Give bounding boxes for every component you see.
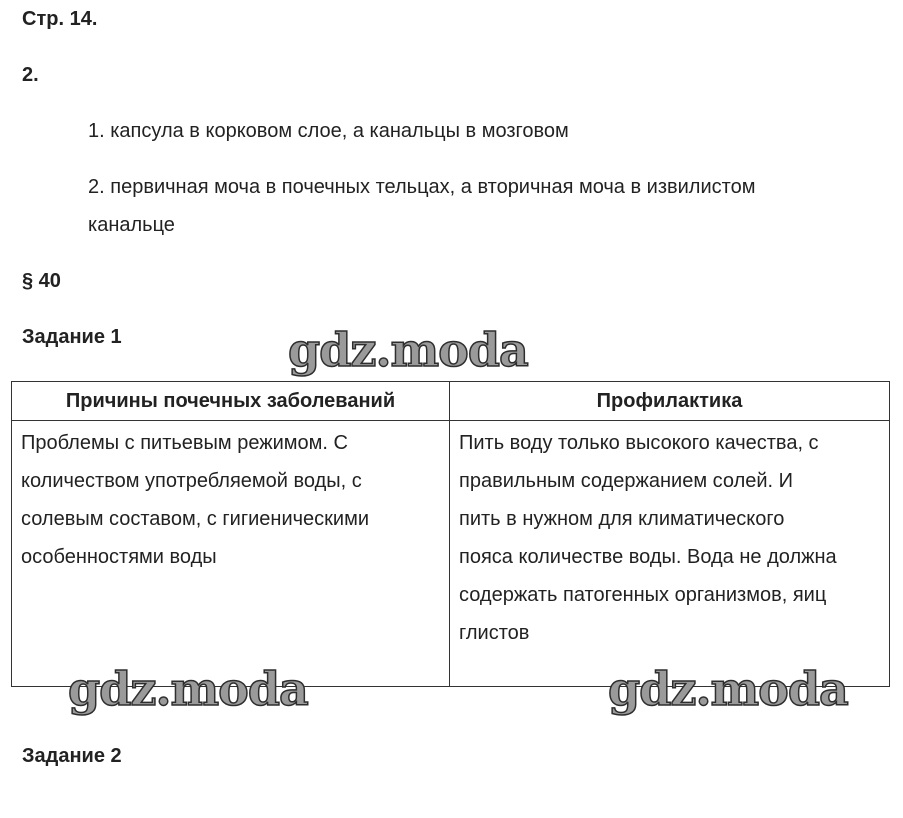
section-heading: § 40 (22, 270, 61, 292)
cell-line: Проблемы с питьевым режимом. С (21, 432, 348, 454)
table-header-row (12, 382, 890, 421)
answer-item-2-continuation: канальце (88, 214, 175, 236)
cell-line: пояса количестве воды. Вода не должна (459, 546, 837, 568)
answer-table (11, 381, 890, 687)
table-row (12, 421, 890, 687)
task-number: 2. (22, 64, 39, 86)
cell-line: правильным содержанием солей. И (459, 470, 794, 492)
answer-item-1: 1. капсула в корковом слое, а канальцы в мозговом (88, 120, 569, 142)
cell-line: Пить воду только высокого качества, с (459, 432, 819, 454)
cell-line: особенностями воды (21, 546, 217, 568)
cell-line: содержать патогенных организмов, яиц (459, 584, 827, 606)
task-1-title: Задание 1 (22, 326, 122, 348)
cell-line: глистов (459, 622, 530, 644)
table-header-prevention: Профилактика (450, 382, 890, 421)
table-header-causes: Причины почечных заболеваний (12, 382, 450, 421)
table-cell-prevention (450, 421, 890, 687)
answer-item-2: 2. первичная моча в почечных тельцах, а вторичная моча в извилистом (88, 176, 756, 198)
cell-line: количеством употребляемой воды, с (21, 470, 362, 492)
watermark-logo: gdz.moda (608, 662, 848, 716)
page-header: Стр. 14. (22, 8, 98, 30)
cell-line: пить в нужном для климатического (459, 508, 785, 530)
watermark-logo: gdz.moda (68, 662, 308, 716)
cell-line: солевым составом, с гигиеническими (21, 508, 370, 530)
task-2-title: Задание 2 (22, 745, 122, 767)
watermark-logo: gdz.moda (288, 323, 528, 377)
table-cell-causes (12, 421, 450, 687)
